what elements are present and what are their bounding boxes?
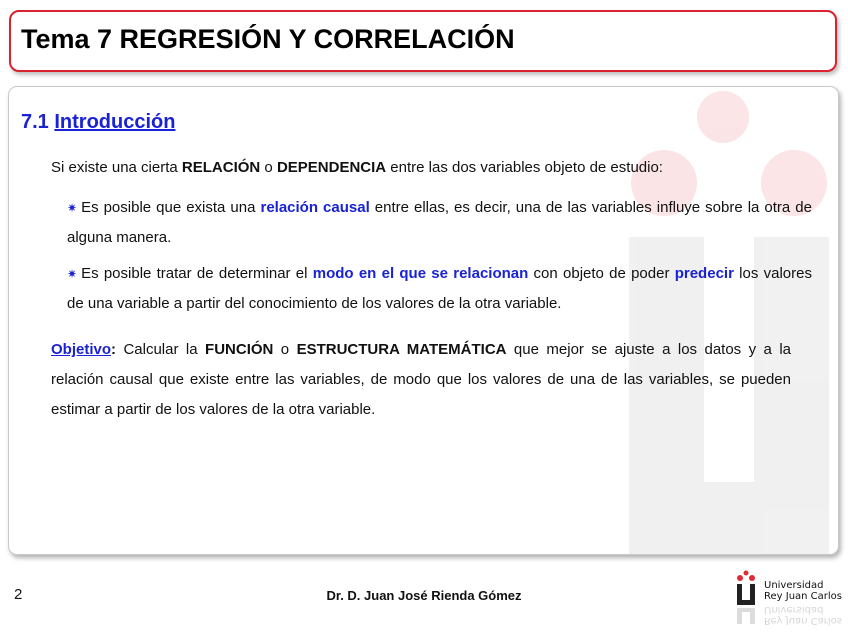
intro-paragraph — [51, 153, 811, 183]
bullet-2-text-end: los valores de una variable a partir del conocimiento de los valores de la otra variable. — [67, 265, 812, 312]
logo-line-2: Rey Juan Carlos — [764, 591, 843, 602]
bullet-1-text-end: entre ellas, es decir, una de las variables influye sobre la otra de alguna manera. — [67, 199, 812, 246]
content-panel — [8, 86, 839, 555]
slide-title: Tema 7 REGRESIÓN Y CORRELACIÓN — [21, 24, 515, 54]
objective-colon: : — [111, 341, 117, 358]
objective-text-end: que mejor se ajuste a los datos y a la relación causal que existe entre las variables, de modo que los valores de una de las variables, se pueden estimar a partir de los valores de la otra variable. — [51, 341, 791, 418]
page-number: 2 — [14, 586, 23, 603]
asterisk-bullet-icon: ✷ — [67, 267, 78, 281]
section-number: 7.1 — [21, 111, 49, 133]
objective-paragraph — [51, 335, 791, 425]
objective-link[interactable]: Objetivo — [51, 341, 112, 358]
logo-line-1: Universidad — [764, 580, 824, 591]
bullet-2-text-mid: con objeto de poder — [528, 265, 675, 282]
title-box — [9, 10, 837, 72]
intro-bold-relacion: RELACIÓN — [181, 159, 261, 176]
bullet-2-highlight: modo en el que se relacionan — [312, 265, 529, 282]
intro-text-end: entre las dos variables objeto de estudio: — [386, 159, 663, 176]
logo-text — [764, 580, 842, 602]
objective-bold-funcion: FUNCIÓN — [205, 341, 274, 358]
section-heading — [21, 111, 175, 134]
bullet-2-highlight-predecir: predecir — [674, 265, 734, 282]
section-title-link[interactable]: Introducción — [54, 111, 176, 133]
university-logo-icon — [734, 570, 762, 632]
bullet-1-highlight: relación causal — [260, 199, 370, 216]
intro-text: Si existe una cierta — [51, 159, 182, 176]
intro-text-mid: o — [260, 159, 277, 176]
objective-text: Calcular la — [116, 341, 206, 358]
asterisk-bullet-icon: ✷ — [67, 201, 78, 215]
footer-author: Dr. D. Juan José Rienda Gómez — [326, 588, 522, 603]
logo-text-reflection: Rey Juan Carlos Universidad — [764, 604, 843, 626]
bullet-1-text: Es posible que exista una — [81, 199, 261, 216]
bullet-item-2 — [67, 259, 812, 319]
bullet-2-text: Es posible tratar de determinar el — [81, 265, 313, 282]
objective-bold-estructura: ESTRUCTURA MATEMÁTICA — [296, 341, 507, 358]
objective-text-mid: o — [273, 341, 297, 358]
bullet-item-1 — [67, 193, 812, 253]
intro-bold-dependencia: DEPENDENCIA — [276, 159, 387, 176]
